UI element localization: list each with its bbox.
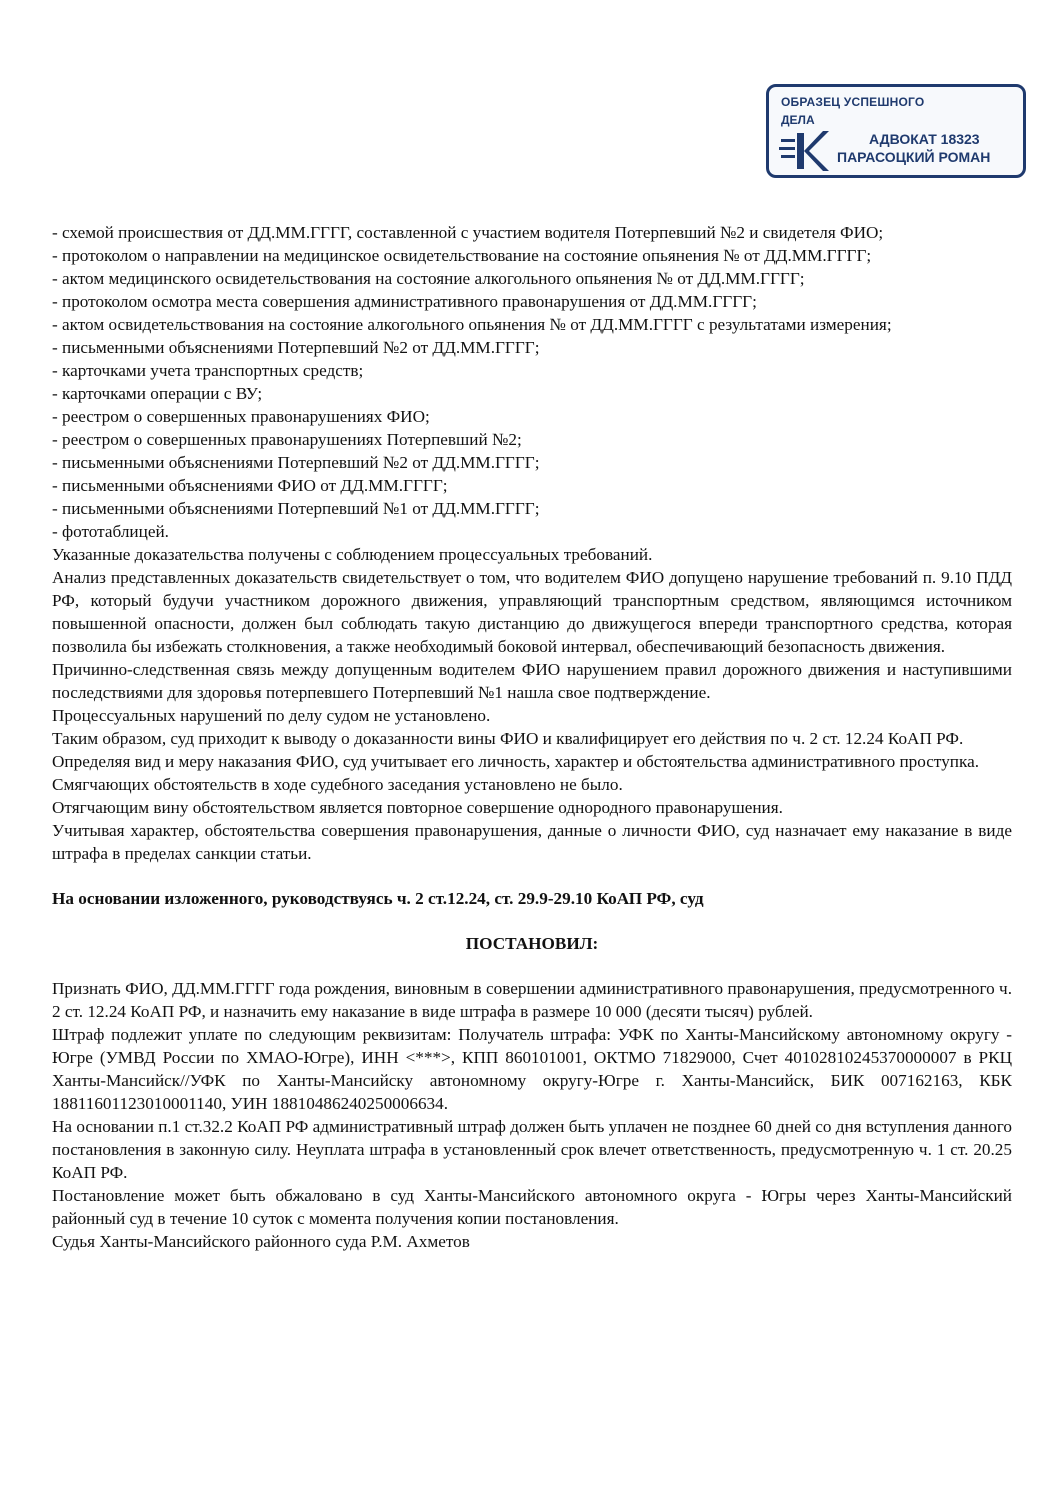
stamp-line-3: АДВОКАТ 18323 — [869, 131, 980, 147]
ruling-heading: ПОСТАНОВИЛ: — [465, 934, 599, 953]
ruling-paragraph: Признать ФИО, ДД.ММ.ГГГГ года рождения, виновным в совершении административного правонарушения, предусмотренного ч. 2 ст. 12.24 КоАП РФ, и назначить ему наказание в виде штрафа в размере 10 000 (десяти тысяч) рублей. — [52, 979, 1012, 1021]
evidence-item: - протоколом о направлении на медицинское освидетельствование на состояние опьянения № от ДД.ММ.ГГГГ; — [52, 246, 872, 265]
evidence-item: - реестром о совершенных правонарушениях ФИО; — [52, 407, 430, 426]
paragraph: Анализ представленных доказательств свидетельствует о том, что водителем ФИО допущено нарушение требований п. 9.10 ПДД РФ, который будучи участником дорожного движения, управляющий транспортным средством, являющимся источником повышенной опасности, должен был соблюдать такую дистанцию до движущегося впереди транспортного средства, которая позволила бы избежать столкновения, а также необходимый боковой интервал, обеспечивающий безопасность движения. — [52, 568, 1012, 656]
stamp-line-2: ДЕЛА — [781, 113, 815, 127]
paragraph: Таким образом, суд приходит к выводу о доказанности вины ФИО и квалифицирует его действия по ч. 2 ст. 12.24 КоАП РФ. — [52, 729, 964, 748]
paragraph: Смягчающих обстоятельств в ходе судебного заседания установлено не было. — [52, 775, 623, 794]
stamp-line-1: ОБРАЗЕЦ УСПЕШНОГО — [781, 95, 925, 109]
decision-text — [52, 221, 1012, 1253]
evidence-list — [52, 221, 1012, 543]
evidence-item: - актом медицинского освидетельствования на состояние алкогольного опьянения № от ДД.ММ.ГГГГ; — [52, 269, 805, 288]
basis-statement: На основании изложенного, руководствуясь ч. 2 ст.12.24, ст. 29.9-29.10 КоАП РФ, суд — [52, 889, 704, 908]
ruling-paragraph: На основании п.1 ст.32.2 КоАП РФ административный штраф должен быть уплачен не позднее 60 дней со дня вступления данного постановления в законную силу. Неуплата штрафа в установленный срок влечет ответственность, предусмотренную ч. 1 ст. 20.25 КоАП РФ. — [52, 1117, 1012, 1182]
paragraph: Причинно-следственная связь между допущенным водителем ФИО нарушением правил дорожного движения и наступившими последствиями для здоровья потерпевшего Потерпевший №1 нашла свое подтверждение. — [52, 660, 1012, 702]
paragraph: Определяя вид и меру наказания ФИО, суд учитывает его личность, характер и обстоятельства административного проступка. — [52, 752, 980, 771]
evidence-item: - письменными объяснениями Потерпевший №2 от ДД.ММ.ГГГГ; — [52, 453, 540, 472]
stamp-line-4: ПАРАСОЦКИЙ РОМАН — [837, 149, 991, 165]
evidence-item: - карточками учета транспортных средств; — [52, 361, 364, 380]
evidence-item: - карточками операции с ВУ; — [52, 384, 263, 403]
evidence-item: - письменными объяснениями Потерпевший №2 от ДД.ММ.ГГГГ; — [52, 338, 540, 357]
judge-signature: Судья Ханты-Мансийского районного суда Р.М. Ахметов — [52, 1232, 470, 1251]
paragraph: Учитывая характер, обстоятельства совершения правонарушения, данные о личности ФИО, суд назначает ему наказание в виде штрафа в пределах санкции статьи. — [52, 821, 1012, 863]
paragraph: Процессуальных нарушений по делу судом не установлено. — [52, 706, 491, 725]
law-firm-k-logo-icon — [779, 129, 829, 173]
evidence-item: - фототаблицей. — [52, 522, 169, 541]
evidence-item: - реестром о совершенных правонарушениях Потерпевший №2; — [52, 430, 522, 449]
ruling-paragraph: Штраф подлежит уплате по следующим реквизитам: Получатель штрафа: УФК по Ханты-Мансийскому автономному округу - Югре (УМВД России по ХМАО-Югре), ИНН <***>, КПП 860101001, ОКТМО 71829000, Счет 40102810245370000007 в РКЦ Ханты-Мансийск//УФК по Ханты-Мансийску автономному округу-Югре г. Ханты-Мансийск, БИК 007162163, КБК 18811601123010001140, УИН 18810486240250006634. — [52, 1025, 1012, 1113]
ruling-paragraph: Постановление может быть обжаловано в суд Ханты-Мансийского автономного округа - Югры через Ханты-Мансийский районный суд в течение 10 суток с момента получения копии постановления. — [52, 1186, 1012, 1228]
lawyer-stamp-logo — [766, 84, 1026, 178]
paragraph: Отягчающим вину обстоятельством является повторное совершение однородного правонарушения. — [52, 798, 783, 817]
paragraph: Указанные доказательства получены с соблюдением процессуальных требований. — [52, 545, 653, 564]
evidence-item: - письменными объяснениями Потерпевший №1 от ДД.ММ.ГГГГ; — [52, 499, 540, 518]
evidence-item: - протоколом осмотра места совершения административного правонарушения от ДД.ММ.ГГГГ; — [52, 292, 757, 311]
evidence-item: - письменными объяснениями ФИО от ДД.ММ.ГГГГ; — [52, 476, 448, 495]
evidence-item: - схемой происшествия от ДД.ММ.ГГГГ, составленной с участием водителя Потерпевший №2 и свидетеля ФИО; — [52, 223, 884, 242]
evidence-item: - актом освидетельствования на состояние алкогольного опьянения № от ДД.ММ.ГГГГ с результатами измерения; — [52, 315, 892, 334]
